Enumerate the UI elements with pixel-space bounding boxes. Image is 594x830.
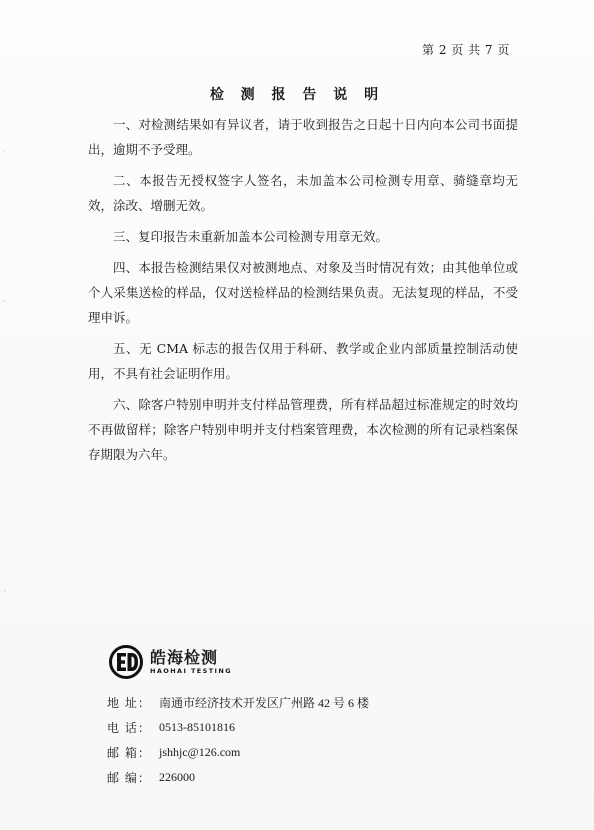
- contact-phone: [107, 715, 369, 740]
- phone-value: 0513-85101816: [159, 720, 235, 734]
- notice-paragraph-2: 二、本报告无授权签字人签名，未加盖本公司检测专用章、骑缝章均无效，涂改、增删无效。: [88, 173, 518, 213]
- logo-name-en: HAOHAI TESTING: [150, 666, 232, 675]
- notice-paragraph-1: 一、对检测结果如有异议者，请于收到报告之日起十日内向本公司书面提出，逾期不予受理。: [88, 117, 518, 157]
- contact-email: [107, 740, 369, 765]
- company-logo: [108, 644, 232, 680]
- haohai-logo-icon: [108, 644, 144, 680]
- scan-speck: [4, 590, 6, 593]
- logo-text: [150, 649, 232, 676]
- contact-label: 地 址：: [107, 696, 151, 710]
- contact-label: 邮 编：: [107, 771, 151, 785]
- address-value: 南通市经济技术开发区广州路 42 号 6 楼: [159, 696, 370, 710]
- contact-label: 电 话：: [107, 721, 151, 735]
- contact-label: 邮 箱：: [107, 746, 151, 760]
- contact-postcode: [107, 765, 369, 790]
- contact-address: [107, 690, 369, 715]
- notice-paragraph-4: 四、本报告检测结果仅对被测地点、对象及当时情况有效；由其他单位或个人采集送检的样品，仅对送检样品的检测结果负责。无法复现的样品，不受理申诉。: [88, 260, 518, 325]
- scan-speck: [2, 300, 5, 302]
- page-title: 检 测 报 告 说 明: [209, 87, 385, 103]
- notice-paragraph-3: 三、复印报告未重新加盖本公司检测专用章无效。: [113, 229, 389, 244]
- notice-body: [88, 112, 518, 473]
- notice-paragraph-6: 六、除客户特别申明并支付样品管理费，所有样品超过标准规定的时效均不再做留样；除客户特别申明并支付档案管理费，本次检测的所有记录档案保存期限为六年。: [88, 397, 518, 462]
- logo-name-cn: 皓海检测: [150, 647, 219, 667]
- email-value: jshhjc@126.com: [159, 745, 241, 759]
- scan-speck: [3, 150, 5, 152]
- page-number: 第 2 页 共 7 页: [422, 43, 510, 57]
- contact-info: [107, 690, 369, 790]
- notice-paragraph-5: 五、无 CMA 标志的报告仅用于科研、教学或企业内部质量控制活动使用，不具有社会证明作用。: [88, 341, 518, 381]
- postcode-value: 226000: [159, 770, 195, 784]
